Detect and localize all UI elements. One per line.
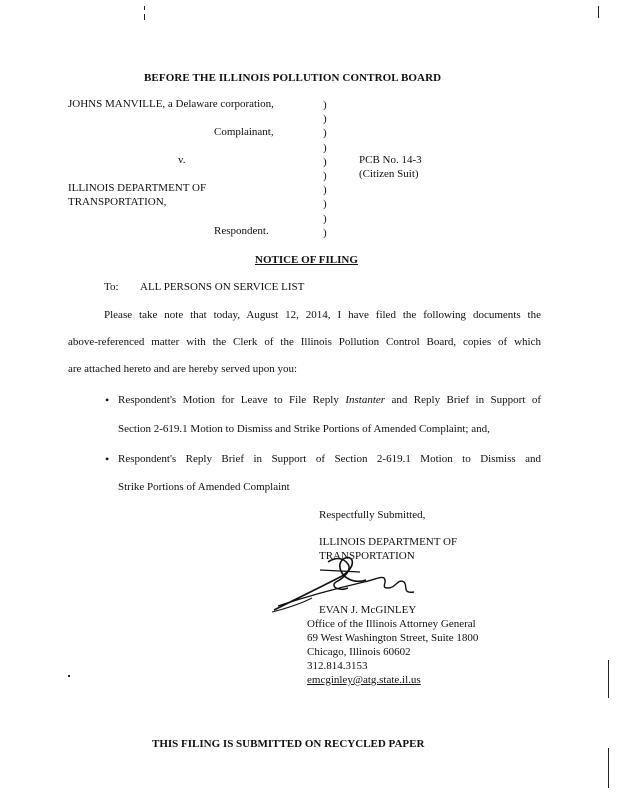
footer-note: THIS FILING IS SUBMITTED ON RECYCLED PAPER <box>152 738 425 750</box>
to-value: ALL PERSONS ON SERVICE LIST <box>140 281 305 293</box>
scan-artifact-top <box>144 6 145 10</box>
scan-artifact-right <box>598 6 599 18</box>
bullet-1-line-1 <box>118 394 541 406</box>
bullet-2-line-2: Strike Portions of Amended Complaint <box>118 481 290 493</box>
attorney-address-2: Chicago, Illinois 60602 <box>307 646 411 658</box>
bullet-symbol: • <box>105 393 110 407</box>
scan-artifact-left <box>68 675 70 677</box>
respondent-name-line1: ILLINOIS DEPARTMENT OF <box>68 182 207 194</box>
respondent-name-line2: TRANSPORTATION, <box>68 196 167 208</box>
caption-paren: ) <box>323 184 327 197</box>
caption-paren: ) <box>323 99 327 111</box>
caption-paren: ) <box>323 170 327 183</box>
attorney-name: EVAN J. McGINLEY <box>319 604 417 616</box>
respondent-role: Respondent. <box>214 225 269 237</box>
caption-paren: ) <box>323 198 327 211</box>
versus-label: v. <box>178 154 186 166</box>
attorney-phone: 312.814.3153 <box>307 660 368 672</box>
signature-org-line2: TRANSPORTATION <box>319 550 415 562</box>
signature-org-line1: ILLINOIS DEPARTMENT OF <box>319 536 458 548</box>
attorney-email-link[interactable]: emcginley@atg.state.il.us <box>307 674 421 686</box>
scan-artifact-top-2 <box>144 14 145 20</box>
attorney-email-container <box>307 674 421 686</box>
caption-paren: ) <box>323 155 327 168</box>
complainant-role: Complainant, <box>214 126 274 138</box>
notice-title: NOTICE OF FILING <box>255 254 358 266</box>
caption-paren: ) <box>323 212 327 225</box>
attorney-office: Office of the Illinois Attorney General <box>307 618 476 630</box>
body-line-2: above-referenced matter with the Clerk of the Illinois Pollution Control Board, copies of which <box>68 336 541 348</box>
closing: Respectfully Submitted, <box>319 509 426 521</box>
body-line-3: are attached hereto and are hereby served upon you: <box>68 363 298 375</box>
bullet-1-text-b: and Reply Brief in Support of <box>385 394 541 406</box>
to-label: To: <box>104 281 119 293</box>
body-line-1: Please take note that today, August 12, 2014, I have filed the following documents the <box>104 309 541 321</box>
scan-artifact-right-2 <box>608 660 609 698</box>
case-type: (Citizen Suit) <box>359 168 419 180</box>
caption-paren: ) <box>323 141 327 154</box>
bullet-symbol: • <box>105 452 110 466</box>
complainant-name: JOHNS MANVILLE, a Delaware corporation, <box>68 98 274 110</box>
bullet-1-italic: Instanter <box>345 394 386 406</box>
bullet-1-line-2: Section 2-619.1 Motion to Dismiss and Strike Portions of Amended Complaint; and, <box>118 423 490 435</box>
bullet-2-line-1: Respondent's Reply Brief in Support of Section 2-619.1 Motion to Dismiss and <box>118 453 541 465</box>
attorney-address-1: 69 West Washington Street, Suite 1800 <box>307 632 479 644</box>
document-header-title: BEFORE THE ILLINOIS POLLUTION CONTROL BOARD <box>144 72 442 84</box>
caption-paren: ) <box>323 127 327 140</box>
scan-artifact-right-3 <box>608 748 609 788</box>
caption-parentheses <box>323 98 327 240</box>
bullet-1-text-a: Respondent's Motion for Leave to File Reply <box>118 394 346 406</box>
case-number: PCB No. 14-3 <box>359 154 422 166</box>
caption-paren: ) <box>323 226 327 239</box>
caption-paren: ) <box>323 113 327 126</box>
